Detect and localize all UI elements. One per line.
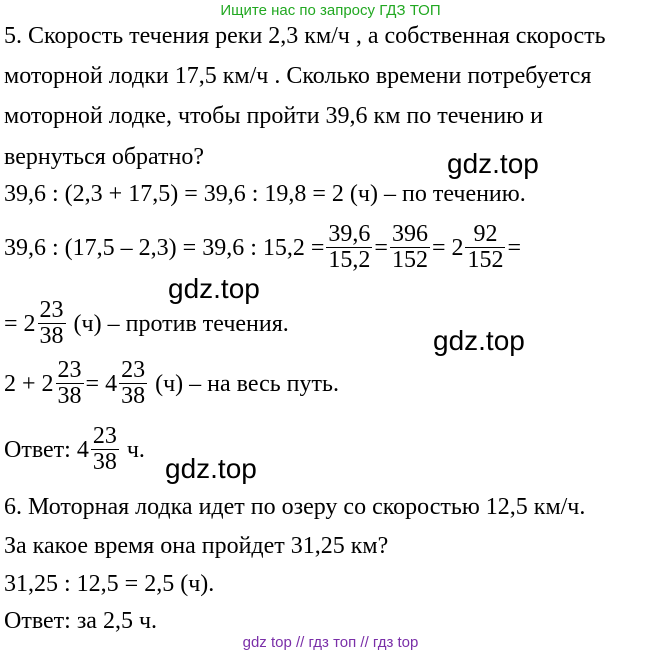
equation-lead: 2 + 2 — [4, 370, 54, 397]
task5-equation-downstream: 39,6 : (2,3 + 17,5) = 39,6 : 19,8 = 2 (ч) – по течению. — [4, 181, 526, 207]
fraction-denominator: 38 — [121, 383, 146, 410]
task6-text-line-1: 6. Моторная лодка идет по озеру со скоростью 12,5 км/ч. — [4, 494, 586, 520]
task6-answer: Ответ: за 2,5 ч. — [4, 608, 158, 634]
fraction — [326, 222, 372, 273]
task5-text-line-3: моторной лодке, чтобы пройти 39,6 км по течению и — [4, 103, 543, 129]
task5-answer — [4, 424, 145, 475]
answer-tail: ч. — [126, 436, 145, 463]
equation-tail: (ч) – против течения. — [73, 310, 289, 337]
fraction-denominator: 38 — [39, 323, 64, 350]
fraction-denominator: 38 — [57, 383, 82, 410]
task6-equation: 31,25 : 12,5 = 2,5 (ч). — [4, 571, 215, 597]
equation-tail: (ч) – на весь путь. — [155, 370, 339, 397]
equation-tail: = — [507, 234, 522, 261]
task5-text-line-4: вернуться обратно? — [4, 144, 205, 170]
equation-mid: = 4 — [85, 370, 118, 397]
fraction — [390, 222, 430, 273]
fraction — [38, 298, 66, 349]
fraction — [119, 358, 147, 409]
fraction-numerator: 23 — [92, 423, 117, 449]
fraction-numerator: 23 — [39, 297, 64, 323]
task5-text-line-1: 5. Скорость течения реки 2,3 км/ч , а собственная скорость — [4, 23, 606, 49]
fraction-numerator: 92 — [465, 222, 505, 248]
fraction — [91, 424, 119, 475]
task5-text-line-2: моторной лодки 17,5 км/ч . Сколько времени потребуется — [4, 63, 592, 89]
fraction-denominator: 38 — [92, 449, 117, 476]
answer-lead: Ответ: 4 — [4, 436, 89, 463]
fraction-denominator: 152 — [467, 247, 504, 274]
mixed-whole: 2 — [451, 234, 464, 261]
fraction-denominator: 15,2 — [328, 247, 371, 274]
watermark: gdz.top — [447, 148, 539, 179]
task5-equation-total — [4, 358, 339, 409]
task5-equation-upstream: 39,6 : (17,5 – 2,3) = 39,6 : 15,2 = $\frac{39,6}{15,2}$ = $\frac{396}{152}$ = 2 $\frac{92}{152}$ = — [4, 221, 522, 274]
watermark: gdz.top — [168, 273, 260, 304]
equation-lhs: 39,6 : (17,5 – 2,3) = 39,6 : 15,2 = — [4, 234, 325, 261]
footer-links: gdz top // гдз топ // гдз top — [242, 634, 419, 651]
fraction-denominator: 152 — [391, 247, 428, 274]
task6-text-line-2: За какое время она пройдет 31,25 км? — [4, 533, 389, 559]
watermark: gdz.top — [433, 325, 525, 356]
fraction — [56, 358, 84, 409]
fraction-numerator: 396 — [391, 221, 428, 247]
fraction-numerator: 23 — [57, 357, 82, 383]
fraction-numerator: 39,6 — [328, 221, 371, 247]
search-hint-header: Ищите нас по запросу ГДЗ ТОП — [220, 2, 441, 19]
watermark: gdz.top — [165, 453, 257, 484]
task5-equation-against-current — [4, 298, 289, 349]
fraction — [465, 222, 505, 273]
fraction-numerator: 23 — [121, 357, 146, 383]
equation-lead: = 2 — [4, 310, 36, 337]
